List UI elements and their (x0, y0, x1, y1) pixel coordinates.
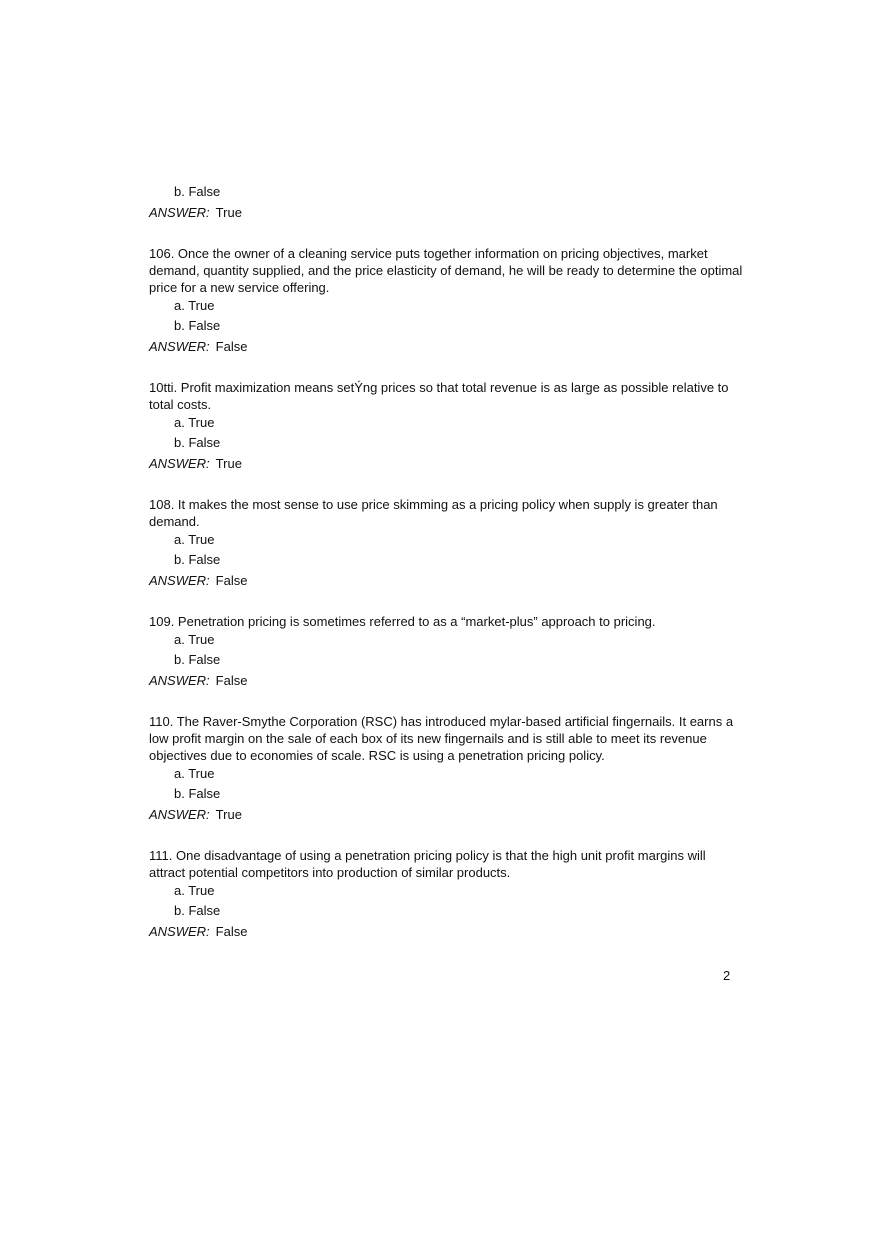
answer-value: True (215, 456, 242, 471)
answer-label: ANSWER: (149, 339, 210, 354)
answer-value: True (215, 807, 242, 822)
page-content (149, 183, 744, 940)
answer-line (149, 572, 744, 589)
answer-label: ANSWER: (149, 205, 210, 220)
answer-line (149, 455, 744, 472)
question-111 (149, 847, 744, 940)
answer-value: False (215, 573, 248, 588)
option-a: a. True (174, 883, 215, 898)
option-b: b. False (174, 903, 221, 918)
answer-value: False (215, 673, 248, 688)
question-text: 111. One disadvantage of using a penetration pricing policy is that the high unit profit margins will attract potential competitors into production of similar products. (149, 848, 706, 880)
question-110 (149, 713, 744, 823)
question-text: 108. It makes the most sense to use price skimming as a pricing policy when supply is greater than demand. (149, 497, 718, 529)
option-b: b. False (174, 652, 221, 667)
question-text: 106. Once the owner of a cleaning service puts together information on pricing objectives, market demand, quantity supplied, and the price elasticity of demand, he will be ready to determine the optimal price for a new service offering. (149, 246, 743, 295)
carryover-question (149, 183, 744, 221)
option-a: a. True (174, 415, 215, 430)
answer-line (149, 923, 744, 940)
option-b: b. False (174, 318, 221, 333)
option-a: a. True (174, 632, 215, 647)
question-text: 10tti. Profit maximization means setÝng prices so that total revenue is as large as possible relative to total costs. (149, 380, 729, 412)
answer-line (149, 672, 744, 689)
option-a: a. True (174, 766, 215, 781)
question-108 (149, 496, 744, 589)
answer-label: ANSWER: (149, 673, 210, 688)
question-text: 109. Penetration pricing is sometimes referred to as a “market-plus” approach to pricing. (149, 614, 656, 629)
answer-value: False (215, 339, 248, 354)
question-109 (149, 613, 744, 689)
question-107 (149, 379, 744, 472)
answer-line (149, 338, 744, 355)
answer-line (149, 806, 744, 823)
answer-value: True (215, 205, 242, 220)
answer-label: ANSWER: (149, 924, 210, 939)
answer-label: ANSWER: (149, 807, 210, 822)
option-b: b. False (174, 184, 221, 199)
page-number: 2 (723, 968, 731, 983)
option-a: a. True (174, 298, 215, 313)
question-text: 110. The Raver-Smythe Corporation (RSC) has introduced mylar-based artificial fingernails. It earns a low profit margin on the sale of each box of its new fingernails and is still able to meet its revenue objectives due to economies of scale. RSC is using a penetration pricing policy. (149, 714, 734, 763)
option-a: a. True (174, 532, 215, 547)
option-b: b. False (174, 786, 221, 801)
answer-label: ANSWER: (149, 573, 210, 588)
answer-value: False (215, 924, 248, 939)
answer-line (149, 204, 744, 221)
question-106 (149, 245, 744, 355)
option-b: b. False (174, 435, 221, 450)
option-b: b. False (174, 552, 221, 567)
answer-label: ANSWER: (149, 456, 210, 471)
